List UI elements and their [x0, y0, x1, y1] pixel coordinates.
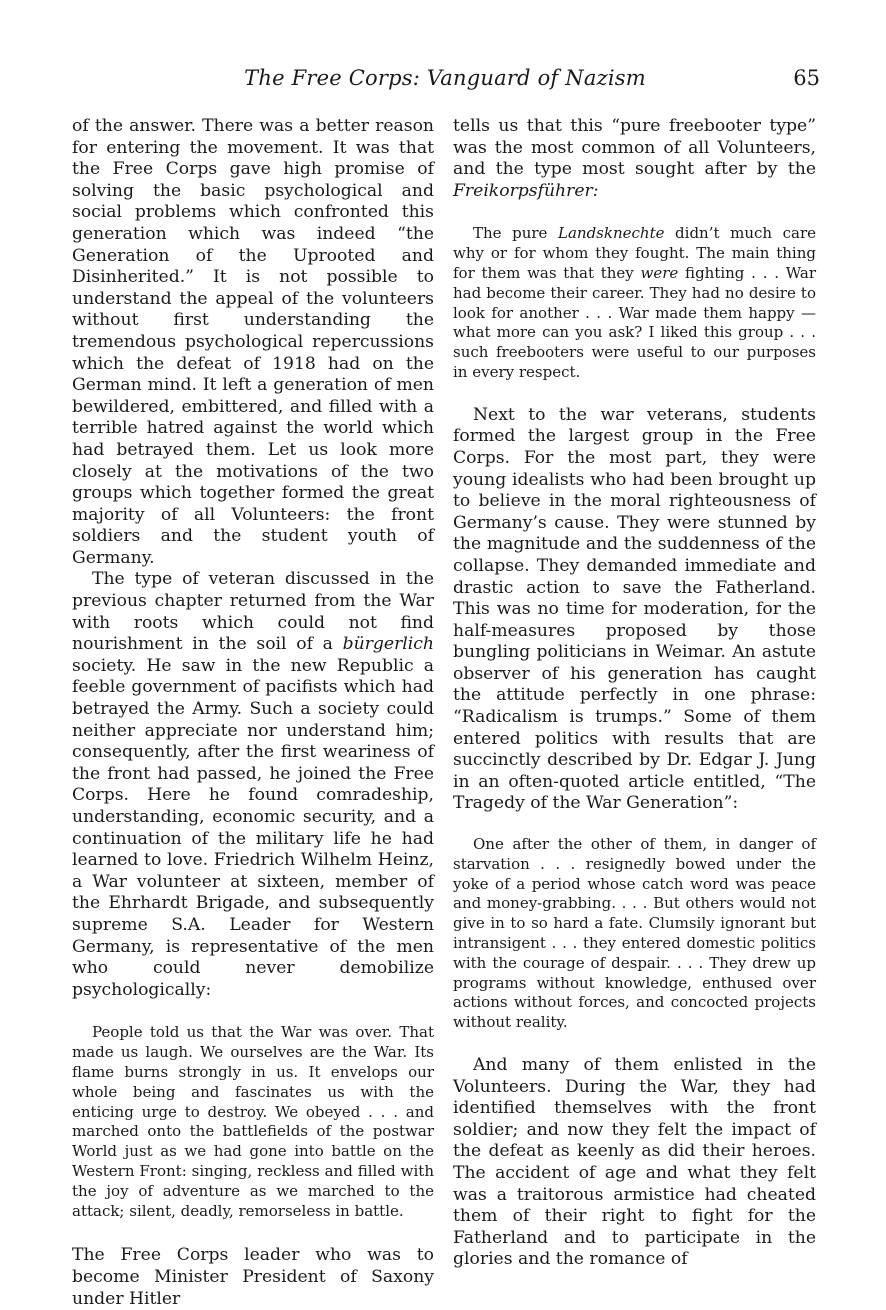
- italic-term: were: [640, 263, 679, 282]
- paragraph: And many of them enlisted in the Volunteers. During the War, they had identified themselves with the front soldier; and now they felt the impact of the defeat as keenly as did their heroes. The accident of age and what they felt was a traitorous armistice had cheated them of their right to fight for the Fatherland and to participate in the glories and the romance of: [453, 1055, 816, 1270]
- text-run: didn’t much care why or for whom they fought. The main thing for them was that they: [453, 224, 817, 282]
- text-run: The type of veteran discussed in the previous chapter returned from the War with roots which could not find nourishment in the soil of a: [72, 569, 434, 655]
- text-run: The pure: [473, 224, 559, 243]
- left-column: [72, 116, 434, 1310]
- text-run: tells us that this “pure freebooter type” was the most common of all Volunteers, and the type most sought after by the: [453, 116, 816, 180]
- paragraph: Next to the war veterans, students formed the largest group in the Free Corps. For the most part, they were young idealists who had been brought up to believe in the moral righteousness of Germany’s cause. They were stunned by the magnitude and the suddenness of the collapse. They demanded immediate and drastic action to save the Fatherland. This was no time for moderation, for the half-measures proposed by those bungling politicians in Weimar. An astute observer of his generation has caught the attitude perfectly in one phrase: “Radicalism is trumps.” Some of them entered politics with results that are succinctly described by Dr. Edgar J. Jung in an often-quoted article entitled, “The Tragedy of the War Generation”:: [453, 404, 816, 814]
- italic-term: bürgerlich: [342, 634, 434, 655]
- italic-term: Freikorpsführer:: [453, 180, 599, 201]
- text-run: society. He saw in the new Republic a feeble government of pacifists which had betrayed the Army. Such a society could neither appreciate nor understand him; consequently, after the first weariness of the front had passed, he joined the Free Corps. Here he found comradeship, understanding, economic security, and a continuation of the military life he had learned to love. Friedrich Wilhelm Heinz, a War volunteer at sixteen, member of the Ehrhardt Brigade, and subsequently supreme S.A. Leader for Western Germany, is representative of the men who could never demobilize psychologically:: [72, 655, 434, 1000]
- page-number: 65: [793, 66, 820, 90]
- paragraph: The Free Corps leader who was to become Minister President of Saxony under Hitler: [72, 1245, 434, 1309]
- block-quote: One after the other of them, in danger of starvation . . . resignedly bowed under the yoke of a period whose catch word was peace and money-grabbing. . . . But others would not give in to so hard a fate. Clumsily ignorant but intransigent . . . they entered domestic politics with the courage of despair. . . . They drew up programs without knowledge, enthused over actions without forces, and concocted projects without reality.: [453, 835, 816, 1032]
- page-header: [70, 66, 820, 96]
- italic-term: Landsknechte: [558, 224, 665, 243]
- block-quote: [453, 224, 816, 382]
- running-title: The Free Corps: Vanguard of Nazism: [244, 66, 646, 90]
- paragraph: [453, 116, 816, 202]
- block-quote: People told us that the War was over. That made us laugh. We ourselves are the War. Its flame burns strongly in us. It envelops our whole being and fascinates us with the enticing urge to destroy. We obeyed . . . and marched onto the battlefields of the postwar World just as we had gone into battle on the Western Front: singing, reckless and filled with the joy of adventure as we marched to the attack; silent, deadly, remorseless in battle.: [72, 1023, 434, 1220]
- right-column: [453, 116, 816, 1271]
- text-run: fighting . . . War had become their career. They had no desire to look for another . . . War made them happy — what more can you ask? I liked this group . . . such freebooters were useful to our purposes in every respect.: [453, 263, 816, 381]
- paragraph: [72, 569, 434, 1001]
- paragraph: of the answer. There was a better reason for entering the movement. It was that the Free Corps gave high promise of solving the basic psychological and social problems which confronted this generation which was indeed “the Generation of the Uprooted and Disinherited.” It is not possible to understand the appeal of the volunteers without first understanding the tremendous psychological repercussions which the defeat of 1918 had on the German mind. It left a generation of men bewildered, embittered, and filled with a terrible hatred against the world which had betrayed them. Let us look more closely at the motivations of the two groups which together formed the great majority of all Volunteers: the front soldiers and the student youth of Germany.: [72, 116, 434, 568]
